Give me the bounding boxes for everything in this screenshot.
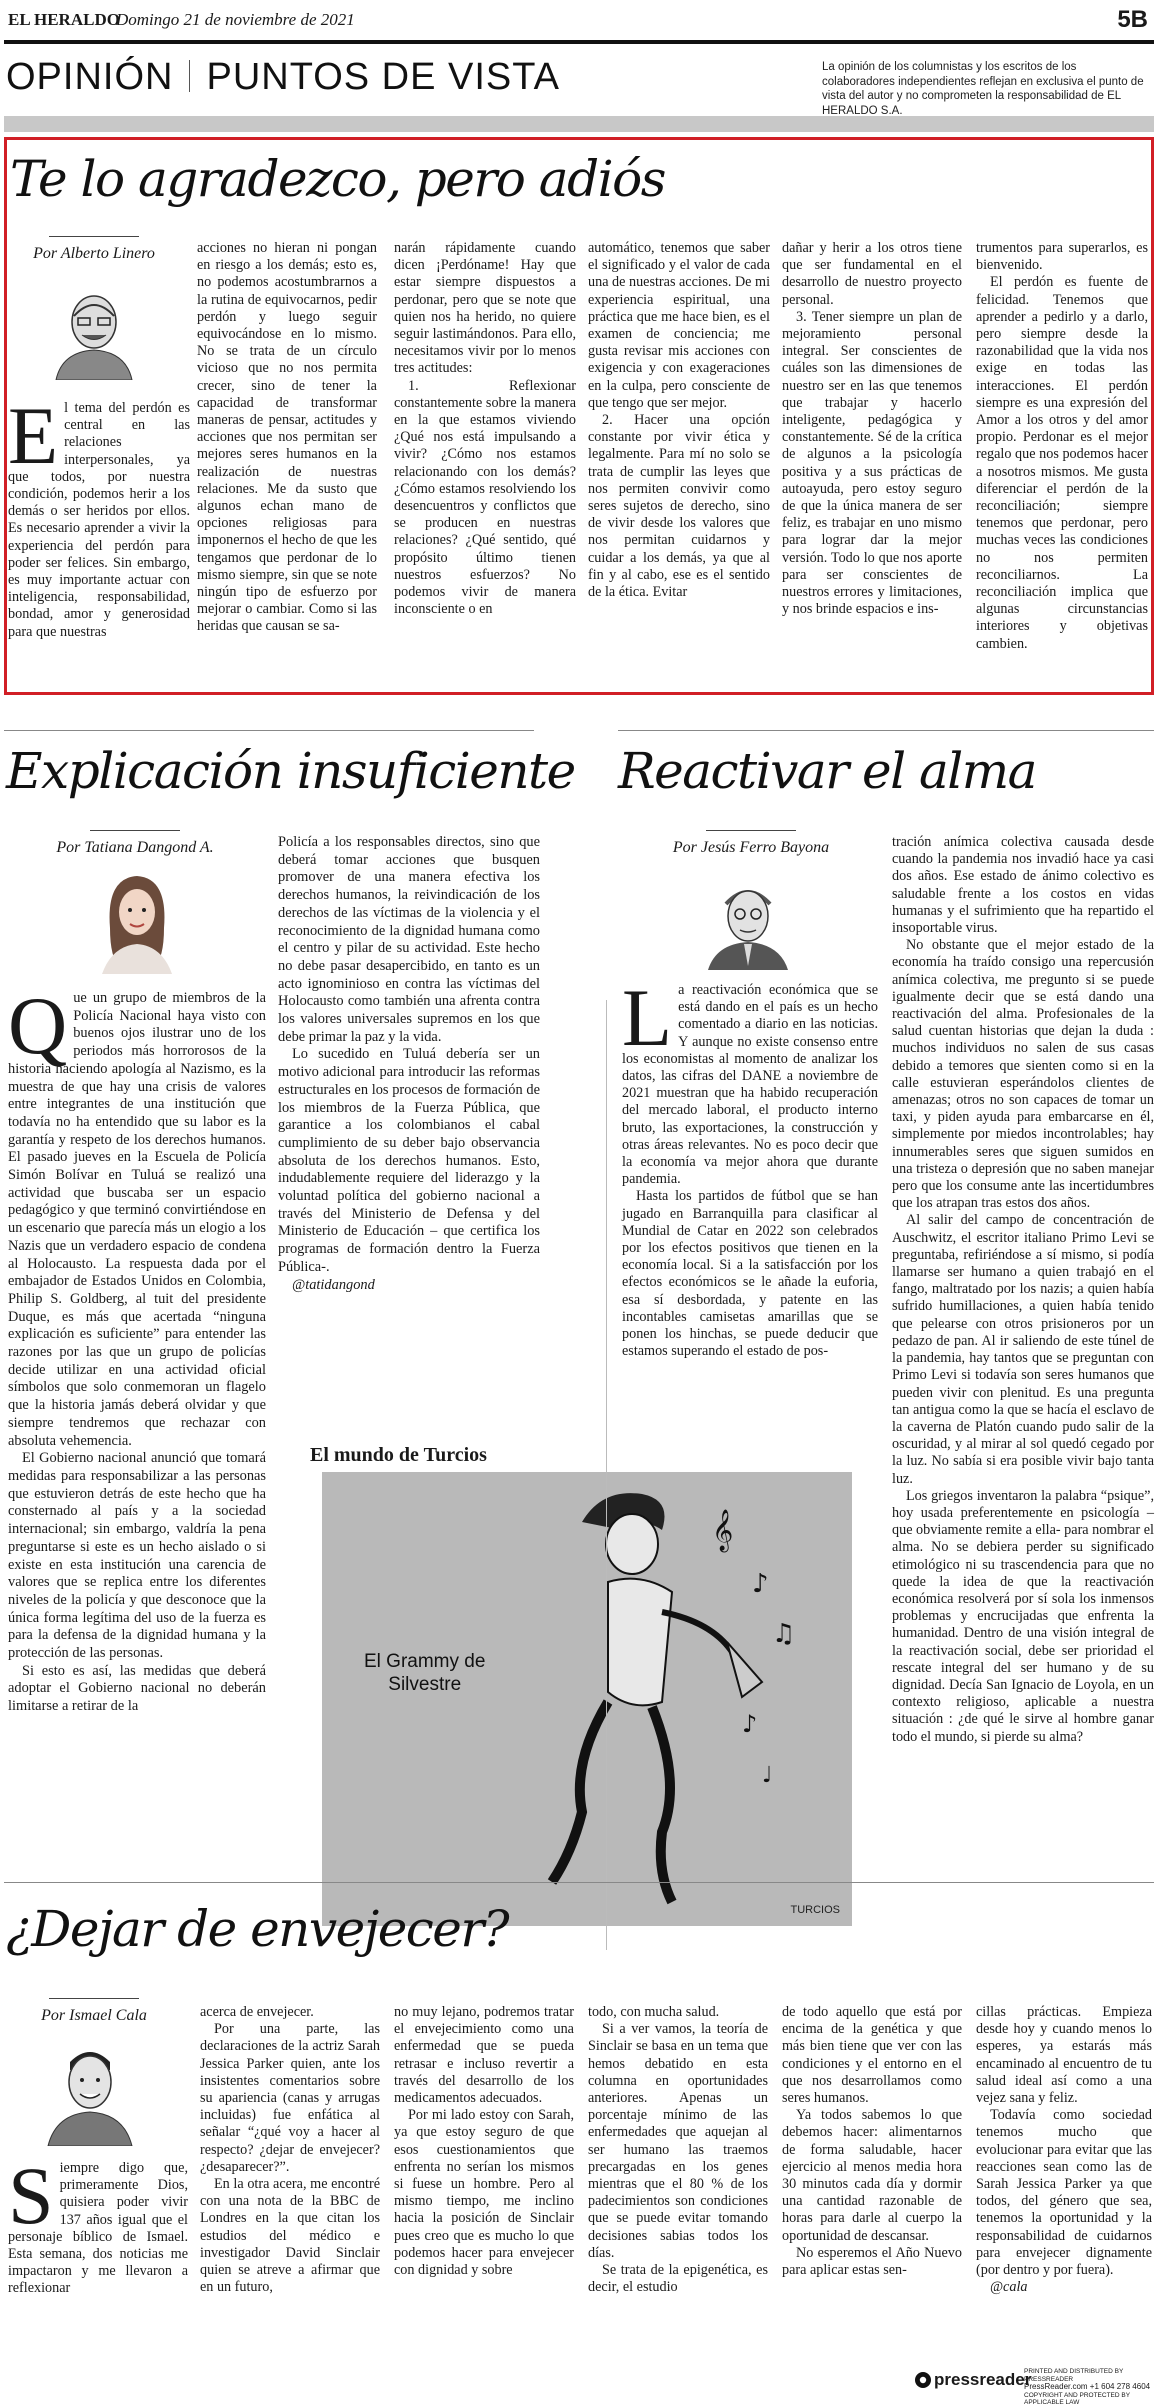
section-band	[4, 116, 1154, 132]
disclaimer: La opinión de los columnistas y los escritos de los colaboradores independientes reflejan en exclusiva el punto de vista del autor y no comprometen la responsabilidad de EL HERALDO S.A.	[822, 61, 1144, 117]
article4-col2	[200, 2004, 380, 2296]
svg-text:♫: ♫	[772, 1619, 796, 1649]
paragraph: No obstante que el mejor estado de la economía ha traído consigo una repercusión anímica colectiva, me pregunto si se puede igualmente decir que se está dando una reactivación del alma. Profesionales de la salud cuentan historias que dejan la duda : muchos individuos no salen de sus casas debido a temores que sienten como si en la calle estuvieran esperándolos clientes de amenazas; otros no son capaces de tomar un taxi, y piden ayuda para embarcarse en él, simplemente por miedos incontrolables; hay innumerables seres que siguen sumidos en una tristeza o depresión que no saben manejar pero que los consume ante las incertidumbres que los atrapan tras estos dos años.	[892, 937, 1154, 1212]
article3-rule	[618, 730, 1154, 731]
article1-col2	[197, 240, 377, 636]
paragraph: ue un grupo de miembros de la Policía Nacional haya visto con buenos ojos ilustrar uno de los periodos más horrorosos de la historia haciendo apología al Nazismo, es la muestra de que hay una crisis de valores entre integrantes de una institución que todavía no ha entendido que su labor es la garantía y respeto de los derechos humanos. El pasado jueves en la Escuela de Policía Simón Bolívar en Tuluá se realizó una actividad que buscaba ser un espacio pedagógico y que terminó convirtiéndose en un escenario que parecía más un elogio a los Nazis que un verdadero espacio de condena al Holocausto. La respuesta dada por el embajador de Estados Unidos en Colombia, Philip S. Goldberg, al tuit del presidente Duque, es más que acertada “ninguna explicación es suficiente” para entender las razones por las que un grupo de policías decide utilizar en una actividad oficial símbolos que solo conmemoran un flagelo que la historia jamás deberá olvidar y que siempre tendremos que rechazar con absoluta vehemencia.	[8, 990, 266, 1449]
article1-byline	[14, 236, 174, 263]
paragraph: no muy lejano, podremos tratar el envejecimiento como una enfermedad que se pueda retrasar e incluso revertir a través del desarrollo de los medicamentos adecuados.	[394, 2004, 574, 2107]
paragraph: Ya todos sabemos lo que debemos hacer: alimentarnos de forma saludable, hacer ejercicio al menos media hora 30 minutos cada día y dormir una cantidad razonable de horas para darle al cuerpo la oportunidad de descansar.	[782, 2107, 962, 2244]
article4-headline: ¿Dejar de envejecer?	[6, 1900, 509, 1958]
paragraph: dañar y herir a los otros tiene que ser fundamental en el desarrollo de nuestro proyecto personal.	[782, 240, 962, 308]
article4-author: Por Ismael Cala	[41, 2007, 147, 2024]
paragraph: Lo sucedido en Tuluá debería ser un motivo adicional para introducir las reformas estructurales en los procesos de formación de los miembros de la Fuerza Pública, que garantice a los colombianos el cabal cumplimiento de su deber bajo observancia absoluta de los derechos humanos. Esto, indudablemente requiere del liderazgo y la voluntad política del gobierno nacional a través del Ministerio de Defensa y del Ministerio de Educación – que certifica los programas de formación dentro la Fuerza Pública-.	[278, 1046, 540, 1275]
section-right: PUNTOS DE VISTA	[206, 56, 561, 98]
article3-col2	[892, 834, 1154, 1746]
dropcap: Q	[8, 980, 68, 1071]
paragraph: El perdón es fuente de felicidad. Tenemos que aprender a pedirlo y a darlo, pero siempre desde la razonabilidad que la vida nos exige en todas las interacciones. El perdón siempre es una expresión del Amor a los otros y del amor propio. Perdonar es el mejor regalo que nos podemos hacer a nosotros mismos. Me gusta diferenciar el perdón de la reconciliación; siempre tenemos que perdonar, pero muchas veces las condiciones no nos permiten reconciliarnos. La reconciliación implica que algunas circunstancias interiores y objetivas cambien.	[976, 274, 1148, 652]
author-portrait-dangond	[92, 868, 182, 974]
cartoon-caption	[364, 1650, 485, 1696]
paragraph: El Gobierno nacional anunció que tomará medidas para responsabilizar a las personas que estuvieron detrás de este hecho que ha consternado al país y a la sociedad internacional; sin embargo, valdría la pena preguntarse si este es un hecho aislado o si existe en esta institución una carencia de valores que se replica entre los diferentes niveles de la policía y que desconoce que la única forma legítima del uso de la fuerza es para la defensa de la dignidad humana y la protección de las personas.	[8, 1450, 266, 1662]
article3-col1	[622, 972, 878, 1360]
article2-byline	[30, 830, 240, 857]
caption-line: El Grammy de	[364, 1651, 486, 1672]
paragraph: En la otra acera, me encontré con una nota de la BBC de Londres en la que citan los estudios del médico e investigador David Sinclair quien se atreve a afirmar que en un futuro,	[200, 2176, 380, 2296]
caption-line: Silvestre	[388, 1674, 462, 1695]
cartoon-title: El mundo de Turcios	[310, 1444, 487, 1466]
article2-headline: Explicación insuficiente	[6, 742, 575, 800]
cartoon	[322, 1472, 852, 1926]
article1-col6	[976, 240, 1148, 653]
pressreader-notice	[1024, 2368, 1154, 2407]
section-divider	[189, 60, 190, 92]
paragraph: iempre digo que, primeramente Dios, quisiera poder vivir 137 años igual que el personaje bíblico de Ismael. Esta semana, dos noticias me impactaron y me llevaron a reflexionar	[8, 2160, 188, 2297]
article4-col1	[8, 2150, 188, 2298]
paragraph: acciones no hieran ni pongan en riesgo a los demás; esto es, no podemos acostumbrarnos a la rutina de equivocarnos, pedir perdón y luego seguir equivocándose en lo mismo. No se trata de un círculo vicioso que no nos permita crecer, sino de tener la capacidad de transformar maneras de pensar, actitudes y acciones que nos permitan ser mejores seres humanos en la realización de nuestras relaciones. Me da susto que algunos echan mano de opciones religiosas para imponernos el hecho de que les tengamos que perdonar de lo mismo siempre, sin que se note ningún tipo de esfuerzo por mejorar o cambiar. Como si las heridas que causan se sa-	[197, 240, 377, 635]
article2-col2	[278, 834, 540, 1294]
dropcap: E	[8, 390, 59, 481]
article1-col4	[588, 240, 770, 601]
paragraph: Policía a los responsables directos, sino que deberá tomar acciones que busquen promover de una manera efectiva los derechos humanos, la reivindicación de los derechos de las víctimas de la violencia y el reconocimiento de la dignidad humana como el centro y pilar de su actividad. Este hecho no debe pasar desapercibido, en tanto es un acto ignominioso en contra las víctimas del Holocausto como también una afrenta contra los valores universales supremos en los que debe primar la paz y la vida.	[278, 834, 540, 1045]
paragraph: l tema del perdón es central en las relaciones interpersonales, ya que todos, por nuestra condición, podemos herir a los demás o ser heridos por ellos. Es necesario aprender a vivir la experiencia del perdón para poder ser felices. Sin embargo, es muy importante actuar con inteligencia, responsabilidad, bondad, amor y generosidad para que nuestras	[8, 400, 190, 640]
byline-rule	[49, 236, 139, 237]
article3-author: Por Jesús Ferro Bayona	[672, 839, 830, 856]
article1-col3	[394, 240, 576, 618]
article3-byline	[646, 830, 856, 857]
article1-col1	[8, 390, 190, 641]
article2-rule	[4, 730, 534, 731]
column-divider	[606, 1000, 607, 1950]
article4-byline	[14, 1998, 174, 2025]
article3-headline: Reactivar el alma	[618, 742, 1036, 800]
paragraph: Todavía como sociedad tenemos mucho que evolucionar para evitar que las reacciones sean como las de Sarah Jessica Parker ya que todos, del género que sea, tenemos la oportunidad y la responsabilidad de cuidarnos para envejecer dignamente (por dentro y por fuera).	[976, 2107, 1152, 2279]
svg-text:𝄞: 𝄞	[712, 1510, 734, 1551]
paragraph: Se trata de la epigenética, es decir, el estudio	[588, 2262, 768, 2296]
paragraph: Por una parte, las declaraciones de la actriz Sarah Jessica Parker quien, ante los insistentes comentarios sobre su apariencia (canas y arrugas incluidas) fue enfática al señalar “¿qué voy a hacer al respecto? ¿dejar de envejecer? ¿desaparecer?”.	[200, 2021, 380, 2175]
section-title	[6, 56, 560, 99]
paragraph: acerca de envejecer.	[200, 2004, 314, 2020]
author-portrait-cala	[40, 2034, 140, 2146]
byline-rule	[706, 830, 796, 831]
header-rule	[4, 40, 1154, 44]
paragraph: cillas prácticas. Empieza desde hoy y cuando menos lo esperes, ya estarás más encaminado al encuentro de tu salud ideal así como a una vejez sana y feliz.	[976, 2004, 1152, 2107]
svg-text:♪: ♪	[752, 1569, 769, 1599]
byline-rule	[90, 830, 180, 831]
author-portrait-ferro	[700, 870, 796, 970]
notice-line: PRINTED AND DISTRIBUTED BY PRESSREADER	[1024, 2368, 1124, 2383]
paragraph: a reactivación económica que se está dando en el país es un hecho comentado a diario en las noticias. Y aunque no existe consenso entre los economistas al momento de analizar los datos, las cifras del DANE a noviembre de 2021 muestran que ha habido recuperación del mercado laboral, el producto interno bruto, las exportaciones, la construcción y otras áreas relevantes. No es poco decir que la economía va mejor ahora que durante pandemia.	[622, 982, 878, 1188]
pressreader-logo: pressreader	[934, 2370, 1032, 2389]
article1-col5	[782, 240, 962, 618]
page-number: 5B	[1117, 6, 1148, 33]
paragraph: Si a ver vamos, la teoría de Sinclair se basa en un tema que hemos debatido en esta columna en oportunidades anteriores. Apenas un porcentaje mínimo de las enfermedades que aquejan al ser humano las traemos precargadas en los genes mientras que el 80 % de los padecimientos son condiciones que se puede evitar tomando decisiones sabias todos los días.	[588, 2021, 768, 2261]
paragraph: narán rápidamente cuando dicen ¡Perdóname! Hay que estar siempre dispuestos a perdonar, pero que se note que quien nos ha herido, no quiere seguir lastimándonos. Para ello, necesitamos vivir por lo menos tres actitudes:	[394, 240, 576, 377]
svg-text:♪: ♪	[742, 1710, 758, 1738]
edition-date: Domingo 21 de noviembre de 2021	[116, 10, 355, 29]
article4-col3	[394, 2004, 574, 2279]
pressreader-footer[interactable]	[912, 2368, 1154, 2406]
paragraph: Los griegos inventaron la palabra “psique”, hoy usada preferentemente en psicología –que obviamente remite a ella- para nombrar el alma. No se debiera perder su significado etimológico ni su trascendencia para que no quede la idea de que la reactivación económica resolverá por sí sola los inmensos problemas y encrucijadas que enfrenta la humanidad. Dentro de una visión integral de la reactivación social, debe ser prioridad el rescate integral del ser humano y de su dignidad. Decía San Ignacio de Loyola, en un contexto religioso, aplicable a nuestra situación : ¿de qué le sirve al hombre ganar todo el mundo, si pierde su alma?	[892, 1487, 1154, 1745]
paragraph: de todo aquello que está por encima de la genética y que más bien tiene que ver con las condiciones y el entorno en el que nos desarrollamos como seres humanos.	[782, 2004, 962, 2107]
article4-col5	[782, 2004, 962, 2279]
cartoon-drawing	[512, 1482, 812, 1922]
dropcap: L	[622, 972, 673, 1063]
paragraph: Por mi lado estoy con Sarah, ya que estoy seguro de que esos cuestionamientos que enfrenta no serían los mismos si fuese un hombre. Pero al mismo tiempo, me inclino hacia la posición de Sinclair pues creo que es mucho lo que podemos hacer para envejecer con dignidad y sobre	[394, 2107, 574, 2279]
paragraph: trumentos para superarlos, es bienvenido.	[976, 240, 1148, 274]
article4-rule	[4, 1882, 1154, 1883]
paragraph: tración anímica colectiva causada desde cuando la pandemia nos invadió hace ya casi dos años. Ese estado de ánimo colectivo es saludable frente a los costos en vidas humanas y el sufrimiento que ha repartido el insoportable virus.	[892, 834, 1154, 937]
notice-line: COPYRIGHT AND PROTECTED BY APPLICABLE LAW	[1024, 2391, 1130, 2406]
article2-signature: @tatidangond	[292, 1276, 375, 1293]
pressreader-icon	[914, 2371, 932, 2389]
article1-headline: Te lo agradezco, pero adiós	[10, 150, 665, 208]
byline-rule	[49, 1998, 139, 1999]
notice-line: PressReader.com +1 604 278 4604	[1024, 2382, 1151, 2391]
dropcap: S	[8, 2150, 54, 2241]
section-left: OPINIÓN	[6, 56, 174, 98]
article2-col1	[8, 980, 266, 1716]
paragraph: No esperemos el Año Nuevo para aplicar estas sen-	[782, 2244, 962, 2279]
paragraph: Al salir del campo de concentración de Auschwitz, el escritor italiano Primo Levi se preguntaba, refiriéndose a sí mismo, si podía llamarse ser humano a quien trabajó en el fango, maltratado por los nazis; a quien había sufrido humillaciones, a quien había tenido que pelearse con otros prisioneros por un pedazo de pan. Al ir saliendo de este túnel de la pandemia, hay tantos que se preguntan con Primo Levi si todavía son seres humanos que pueden vivir con plenitud. Es una pregunta tan antigua como la que se hacía el esclavo de la caverna de Platón cuando pudo salir de la oscuridad, y al mirar al sol quedó cegado por la luz. No sabía si era posible vivir bajo tanta luz.	[892, 1212, 1154, 1487]
svg-text:♩: ♩	[762, 1763, 773, 1788]
paper-name: EL HERALDO	[8, 10, 120, 29]
paragraph: 3. Tener siempre un plan de mejoramiento personal integral. Ser conscientes de cuáles son las dimensiones de nuestro ser en las que tenemos que trabajar y hacerlo inteligente, pedagógica y constantemente. Sé de la crítica de algunos a la psicología positiva y a sus prácticas de autoayuda, pero estoy seguro de que la única manera de ser feliz, es trabajar en uno mismo para lograr dar la mejor versión. Todo lo que nos aporte para ser conscientes de nuestros errores y limitaciones, y nos brinde espacios e ins-	[782, 308, 962, 618]
paragraph: Hasta los partidos de fútbol que se han jugado en Barranquilla para clasificar al Mundial de Catar en 2022 son celebrados por los efectos positivos que tienen en la economía local. Si a la satisfacción por los efectos económicos se le añade la euforia, esa sí desbordada, y patente en las incontables camisetas amarillas que se ponen los hinchas, se puede deducir que estamos superando el estado de pos-	[622, 1188, 878, 1360]
paragraph: 1. Reflexionar constantemente sobre la manera en la que estamos viviendo ¿Qué nos está impulsando a vivir? ¿Cómo nos estamos relacionando con los demás? ¿Cómo estamos resolviendo los desencuentros y conflictos que se producen en nuestras relaciones? ¿Qué sentido, qué propósito último tienen nuestros esfuerzos? No podemos vivir de manera inconsciente o en	[394, 377, 576, 618]
article2-author: Por Tatiana Dangond A.	[56, 839, 214, 856]
cartoon-artist: TURCIOS	[790, 1904, 840, 1916]
paragraph: automático, tenemos que saber el significado y el valor de cada una de nuestras acciones. De mi experiencia espiritual, una práctica que me hace bien, es el examen de conciencia; me gusta revisar mis acciones con exigencia y con exageraciones en la culpa, pero consciente de que tengo que ser mejor.	[588, 240, 771, 411]
article4-col6	[976, 2004, 1152, 2296]
masthead	[8, 4, 1150, 34]
article4-signature: @cala	[990, 2279, 1028, 2296]
author-portrait-linero	[44, 280, 144, 380]
article1-author: Por Alberto Linero	[33, 245, 155, 262]
article4-col4	[588, 2004, 768, 2296]
paragraph: Si esto es así, las medidas que deberá adoptar el Gobierno nacional no deberán limitarse a retirar de la	[8, 1662, 266, 1715]
paragraph: todo, con mucha salud.	[588, 2004, 720, 2020]
paragraph: 2. Hacer una opción constante por vivir ética y legalmente. Para mí no solo se trata de cumplir las leyes que nos permiten convivir como seres sujetos de derecho, sino de vivir desde los valores que nos permitan cuidarnos y cuidar a los demás, ya que al fin y al cabo, ese es el sentido de la ética. Evitar	[588, 412, 770, 601]
